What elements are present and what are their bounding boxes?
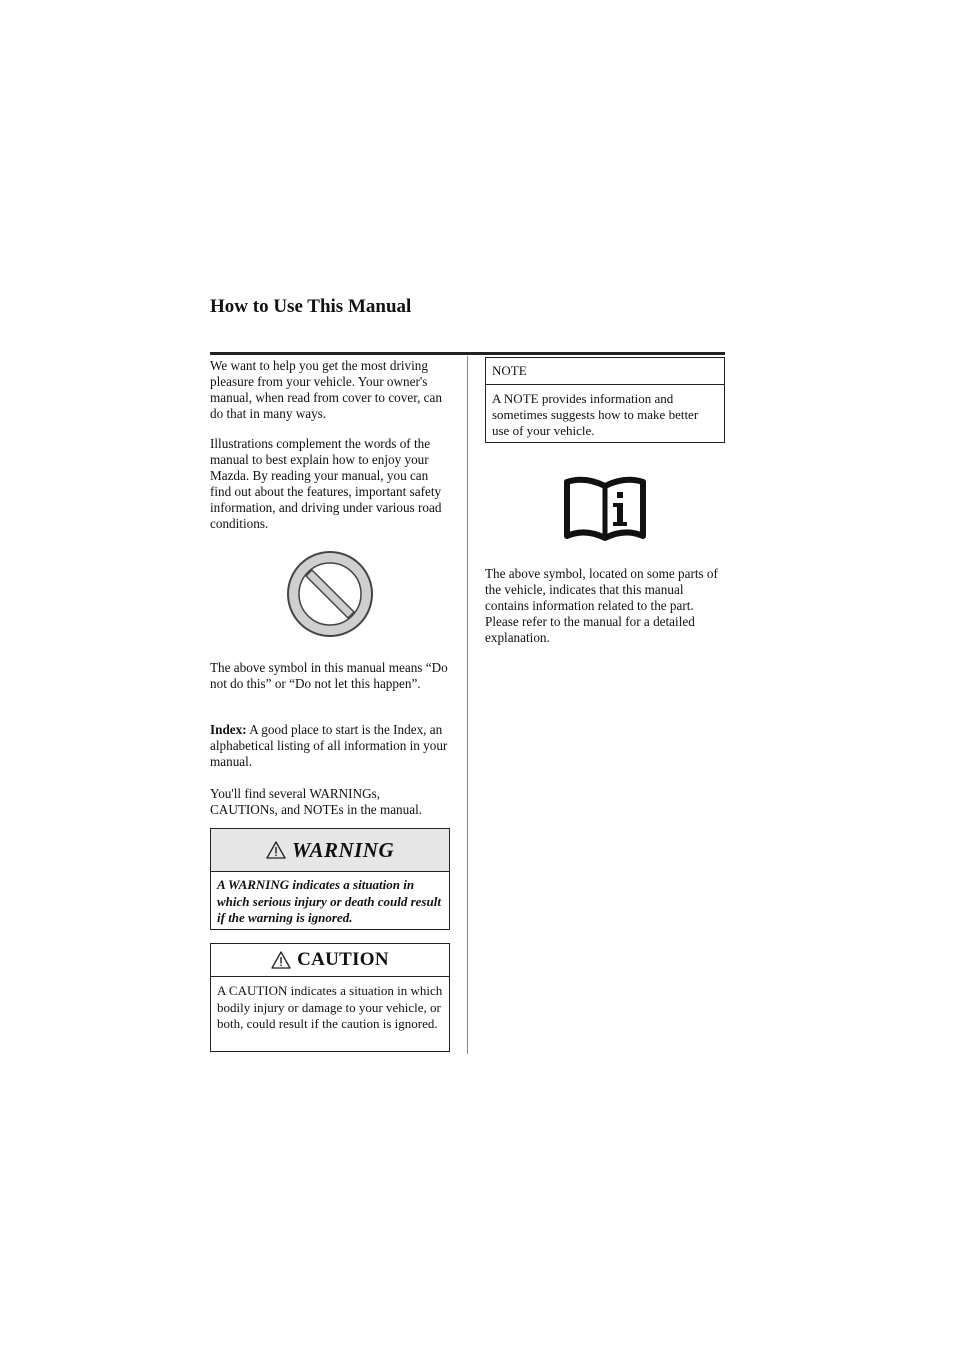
intro-paragraph: We want to help you get the most driving pleasure from your vehicle. Your owner's manual, when read from cover to cover, can do that in many ways.	[210, 358, 442, 421]
several-paragraph: You'll find several WARNINGs, CAUTIONs, and NOTEs in the manual.	[210, 786, 423, 817]
symbol-meaning-paragraph: The above symbol in this manual means “Do not do this” or “Do not let this happen”.	[210, 660, 448, 691]
open-book-info-icon	[561, 476, 649, 542]
caution-box	[210, 943, 450, 1052]
caution-header	[211, 944, 449, 977]
alert-triangle-icon	[271, 951, 291, 969]
illustrations-paragraph: Illustrations complement the words of the manual to best explain how to enjoy your Mazda. By reading your manual, you can find out about the features, important safety information, and driving under various road conditions.	[210, 436, 442, 531]
prohibition-circle-icon	[284, 548, 376, 640]
caution-heading: CAUTION	[297, 949, 389, 970]
caution-text: A CAUTION indicates a situation in which bodily injury or damage to your vehicle, or both, could result if the caution is ignored.	[217, 983, 443, 1031]
warning-text: A WARNING indicates a situation in which serious injury or death could result if the warning is ignored.	[217, 877, 441, 925]
note-text: A NOTE provides information and sometimes suggests how to make better use of your vehicle.	[492, 391, 699, 438]
warning-box	[210, 828, 450, 930]
index-label: Index:	[210, 722, 247, 737]
caution-body	[211, 977, 449, 1039]
page-title: How to Use This Manual	[210, 296, 412, 317]
alert-triangle-icon	[266, 841, 286, 859]
index-text: A good place to start is the Index, an alphabetical listing of all information in your manual.	[210, 722, 448, 769]
warning-header	[211, 829, 449, 872]
warning-body	[211, 872, 449, 932]
index-paragraph	[210, 722, 450, 770]
note-box	[485, 357, 725, 443]
warning-heading: WARNING	[291, 837, 395, 862]
column-divider	[467, 356, 468, 1054]
note-heading: NOTE	[486, 358, 724, 385]
manual-symbol-paragraph: The above symbol, located on some parts of the vehicle, indicates that this manual contains information related to the part. Please refer to the manual for a detailed explanation.	[485, 566, 718, 645]
title-rule	[210, 352, 725, 355]
note-body	[486, 385, 724, 445]
